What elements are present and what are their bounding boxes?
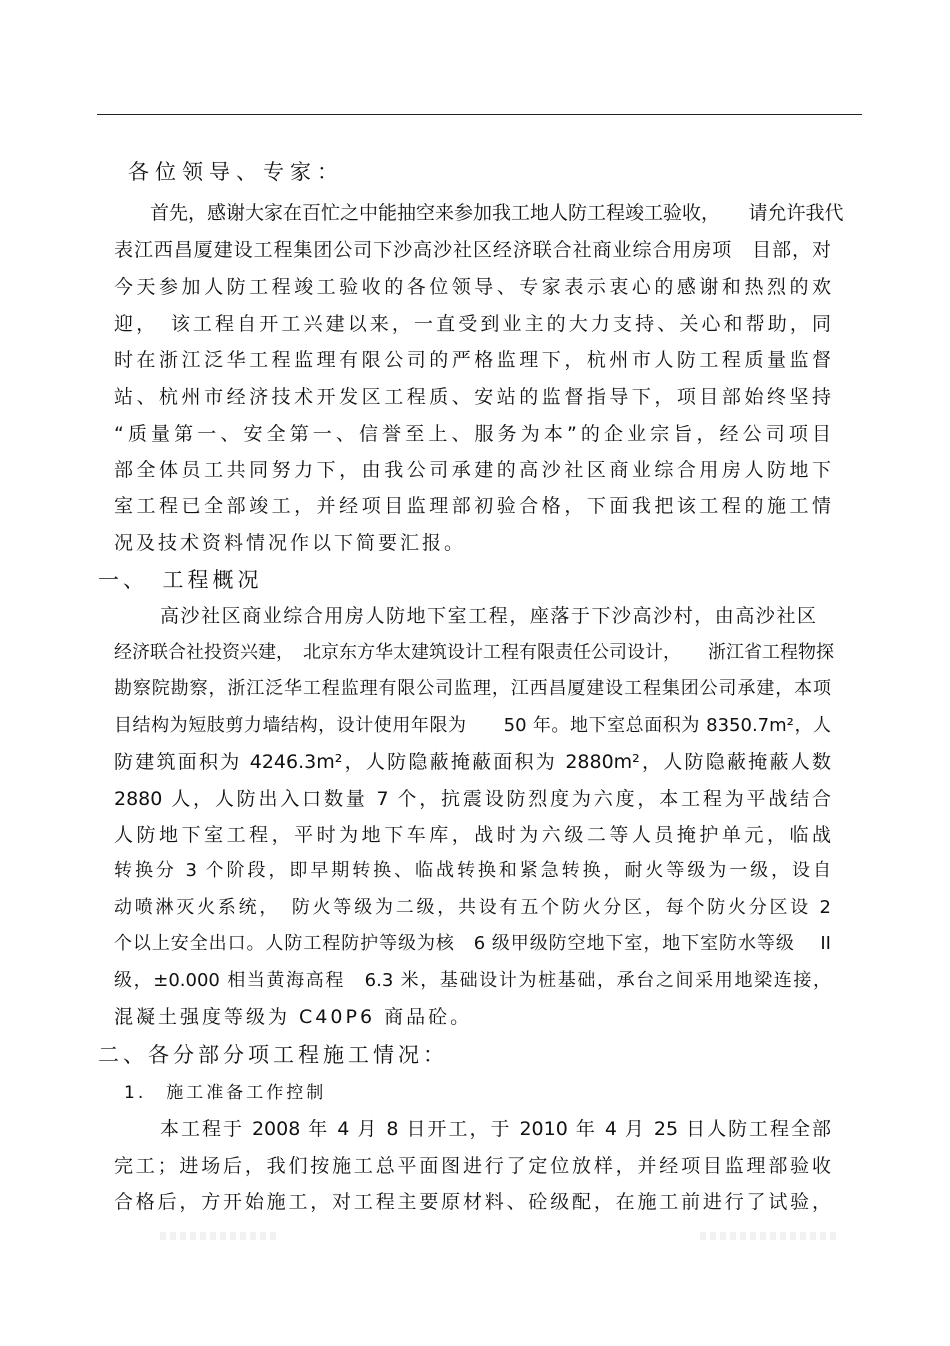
subsection1-heading: 1. 施工准备工作控制 <box>124 1083 327 1103</box>
overview-line-5: 防建筑面积为 4246.3m²，人防隐蔽掩蔽面积为 2880m²，人防隐蔽掩蔽人数 <box>114 751 831 773</box>
overview-line-9: 动喷淋灭火系统， 防火等级为二级，共设有五个防火分区，每个防火分区设 2 <box>114 897 831 918</box>
overview-line-3: 勘察院勘察，浙江泛华工程监理有限公司监理，江西昌厦建设工程集团公司承建，本项 <box>114 678 831 699</box>
intro-line-10: 况及技术资料情况作以下简要汇报。 <box>114 532 467 554</box>
faded-text-left <box>160 1232 280 1240</box>
overview-line-12: 混凝土强度等级为 C40P6 商品砼。 <box>114 1006 473 1028</box>
intro-line-8: 部全体员工共同努力下，由我公司承建的高沙社区商业综合用房人防地下 <box>114 459 831 481</box>
intro-line-7: “质量第一、安全第一、信誉至上、服务为本”的企业宗旨，经公司项目 <box>114 423 831 445</box>
overview-line-2: 经济联合社投资兴建， 北京东方华太建筑设计工程有限责任公司设计， 浙江省工程物探 <box>114 642 834 663</box>
prep-line-3: 合格后，方开始施工，对工程主要原材料、砼级配，在施工前进行了试验， <box>114 1191 831 1213</box>
prep-line-2: 完工；进场后，我们按施工总平面图进行了定位放样，并经项目监理部验收 <box>114 1155 831 1177</box>
intro-line-5: 时在浙江泛华工程监理有限公司的严格监理下，杭州市人防工程质量监督 <box>114 349 831 371</box>
prep-line-1: 本工程于 2008 年 4 月 8 日开工，于 2010 年 4 月 25 日人防工程全部 <box>160 1118 831 1140</box>
greeting-heading: 各位领导、专家： <box>128 160 344 184</box>
overview-line-11: 级，±0.000 相当黄海高程 6.3 米，基础设计为桩基础，承台之间采用地梁连接， <box>114 970 831 991</box>
overview-line-4: 目结构为短肢剪力墙结构，设计使用年限为 50 年。地下室总面积为 8350.7m²，人 <box>114 715 831 736</box>
overview-line-10: 个以上安全出口。人防工程防护等级为核 6 级甲级防空地下室，地下室防水等级 II <box>114 933 831 954</box>
intro-line-1: 首先，感谢大家在百忙之中能抽空来参加我工地人防工程竣工验收， 请允许我代 <box>150 202 844 224</box>
overview-line-7: 人防地下室工程，平时为地下车库，战时为六级二等人员掩护单元，临战 <box>114 824 831 846</box>
intro-line-6: 站、杭州市经济技术开发区工程质、安站的监督指导下，项目部始终坚持 <box>114 386 831 408</box>
intro-line-9: 室工程已全部竣工，并经项目监理部初验合格，下面我把该工程的施工情 <box>114 495 831 517</box>
section1-heading: 一、 工程概况 <box>98 568 263 592</box>
overview-line-1: 高沙社区商业综合用房人防地下室工程，座落于下沙高沙村，由高沙社区 <box>160 605 816 627</box>
intro-line-2: 表江西昌厦建设工程集团公司下沙高沙社区经济联合社商业综合用房项 目部，对 <box>114 239 831 261</box>
intro-line-4: 迎， 该工程自开工兴建以来，一直受到业主的大力支持、关心和帮助，同 <box>114 313 831 335</box>
section2-heading: 二、各分部分项工程施工情况： <box>98 1043 448 1067</box>
faded-text-right <box>700 1232 840 1240</box>
intro-line-3: 今天参加人防工程竣工验收的各位领导、专家表示衷心的感谢和热烈的欢 <box>114 276 831 298</box>
overview-line-6: 2880 人，人防出入口数量 7 个，抗震设防烈度为六度，本工程为平战结合 <box>114 788 831 810</box>
overview-line-8: 转换分 3 个阶段，即早期转换、临战转换和紧急转换，耐火等级为一级，设自 <box>114 860 831 881</box>
